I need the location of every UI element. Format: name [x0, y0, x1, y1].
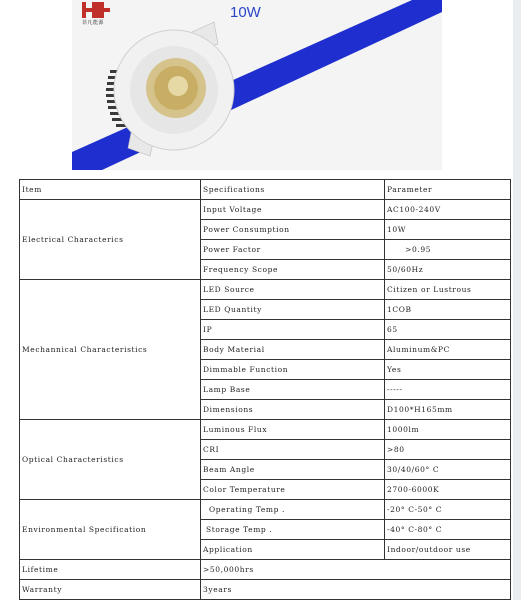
wattage-label: 10W: [230, 4, 261, 21]
spec-cell: LED Quantity: [201, 300, 385, 320]
category-cell: Electrical Characterics: [20, 200, 201, 280]
spec-cell: Beam Angle: [201, 460, 385, 480]
table-row: [20, 560, 511, 580]
param-cell: 30/40/60° C: [385, 460, 511, 480]
spec-cell: Operating Temp .: [201, 500, 385, 520]
param-cell: 10W: [385, 220, 511, 240]
spec-cell: Lamp Base: [201, 380, 385, 400]
brand-logo: [82, 2, 110, 18]
category-cell: Optical Characteristics: [20, 420, 201, 500]
spec-cell: Application: [201, 540, 385, 560]
spec-cell: Dimensions: [201, 400, 385, 420]
header-specifications: Specifications: [201, 180, 385, 200]
product-photo: [72, 0, 442, 170]
spec-cell: Color Temperature: [201, 480, 385, 500]
table-row: [20, 200, 511, 220]
category-cell: Mechannical Characteristics: [20, 280, 201, 420]
spec-cell: Power Consumption: [201, 220, 385, 240]
brand-name: 菲凡能源: [81, 20, 104, 26]
spec-cell: Frequency Scope: [201, 260, 385, 280]
category-cell: Warranty: [20, 580, 201, 600]
spec-cell: IP: [201, 320, 385, 340]
scrollbar-track[interactable]: [513, 0, 521, 600]
cob-chip: [168, 76, 188, 96]
downlight-illustration: [72, 0, 442, 170]
table-header-row: [20, 180, 511, 200]
table-row: [20, 500, 511, 520]
spec-cell: Dimmable Function: [201, 360, 385, 380]
spec-cell: Body Material: [201, 340, 385, 360]
spec-cell: CRI: [201, 440, 385, 460]
spec-cell: LED Source: [201, 280, 385, 300]
spec-cell: Storage Temp .: [201, 520, 385, 540]
table-row: [20, 280, 511, 300]
param-cell: >80: [385, 440, 511, 460]
param-cell: Citizen or Lustrous: [385, 280, 511, 300]
param-cell: 1COB: [385, 300, 511, 320]
spec-cell: Luminous Flux: [201, 420, 385, 440]
spec-cell: Power Factor: [201, 240, 385, 260]
header-parameter: Parameter: [385, 180, 511, 200]
spec-cell: Input Voltage: [201, 200, 385, 220]
param-cell: Indoor/outdoor use: [385, 540, 511, 560]
table-row: [20, 580, 511, 600]
param-cell: D100*H165mm: [385, 400, 511, 420]
param-cell: 50/60Hz: [385, 260, 511, 280]
param-cell: -----: [385, 380, 511, 400]
header-item: Item: [20, 180, 201, 200]
param-cell: 2700-6000K: [385, 480, 511, 500]
param-cell: >0.95: [385, 240, 511, 260]
category-cell: Environmental Specification: [20, 500, 201, 560]
param-cell: Aluminum&PC: [385, 340, 511, 360]
param-cell: -40° C-80° C: [385, 520, 511, 540]
param-cell: -20° C-50° C: [385, 500, 511, 520]
spec-table: [19, 179, 511, 600]
param-cell: 65: [385, 320, 511, 340]
merged-value-cell: 3years: [201, 580, 511, 600]
param-cell: Yes: [385, 360, 511, 380]
param-cell: AC100-240V: [385, 200, 511, 220]
param-cell: 1000lm: [385, 420, 511, 440]
category-cell: Lifetime: [20, 560, 201, 580]
table-row: [20, 420, 511, 440]
merged-value-cell: >50,000hrs: [201, 560, 511, 580]
